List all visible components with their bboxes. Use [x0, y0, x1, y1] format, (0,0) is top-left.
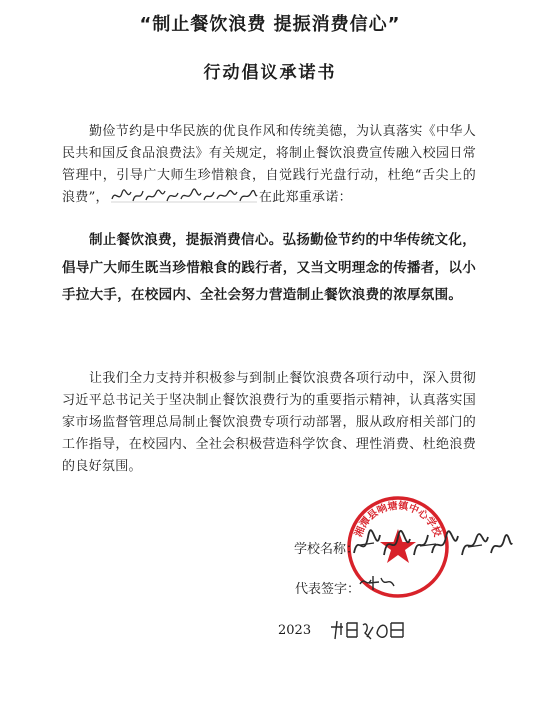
school-name-label: 学校名称：: [294, 542, 360, 557]
document-subtitle: 行动倡议承诺书: [203, 63, 337, 83]
representative-signature: [357, 570, 397, 594]
paragraph-intro-text: 勤俭节约是中华民族的优良作风和传统美德，为认真落实《中华人民共和国反食品浪费法》有关规定，将制止餐饮浪费宣传融入校园日常管理中，引导广大师生珍惜粮食，自觉践行光盘行动，杜绝“舌尖上的浪费”，: [62, 124, 476, 205]
paragraph-commitment-text: 制止餐饮浪费，提振消费信心。弘扬勤俭节约的中华传统文化，倡导广大师生既当珍惜粮食的践行者，又当文明理念的传播者，以小手拉大手，在校园内、全社会努力营造制止餐饮浪费的浓厚氛围。: [62, 232, 476, 303]
paragraph-intro-tail: 在此郑重承诺：: [258, 190, 352, 205]
paragraph-action-text: 让我们全力支持并积极参与到制止餐饮浪费各项行动中，深入贯彻习近平总书记关于坚决制止餐饮浪费行为的重要指示精神，认真落实国家市场监督管理总局制止餐饮浪费专项行动部署，服从政府相关部门的工作指导，在校园内、全社会积极营造科学饮食、理性消费、杜绝浪费的良好氛围。: [62, 371, 476, 474]
handwritten-date: [327, 617, 417, 643]
representative-signature-label: 代表签字：: [295, 582, 361, 597]
document-title: “制止餐饮浪费 提振消费信心”: [139, 14, 401, 35]
seal-text: 湘潭县响塘镇中心学校: [353, 500, 443, 539]
handwritten-school-name: [350, 525, 515, 565]
date-year: 2023: [278, 623, 312, 638]
